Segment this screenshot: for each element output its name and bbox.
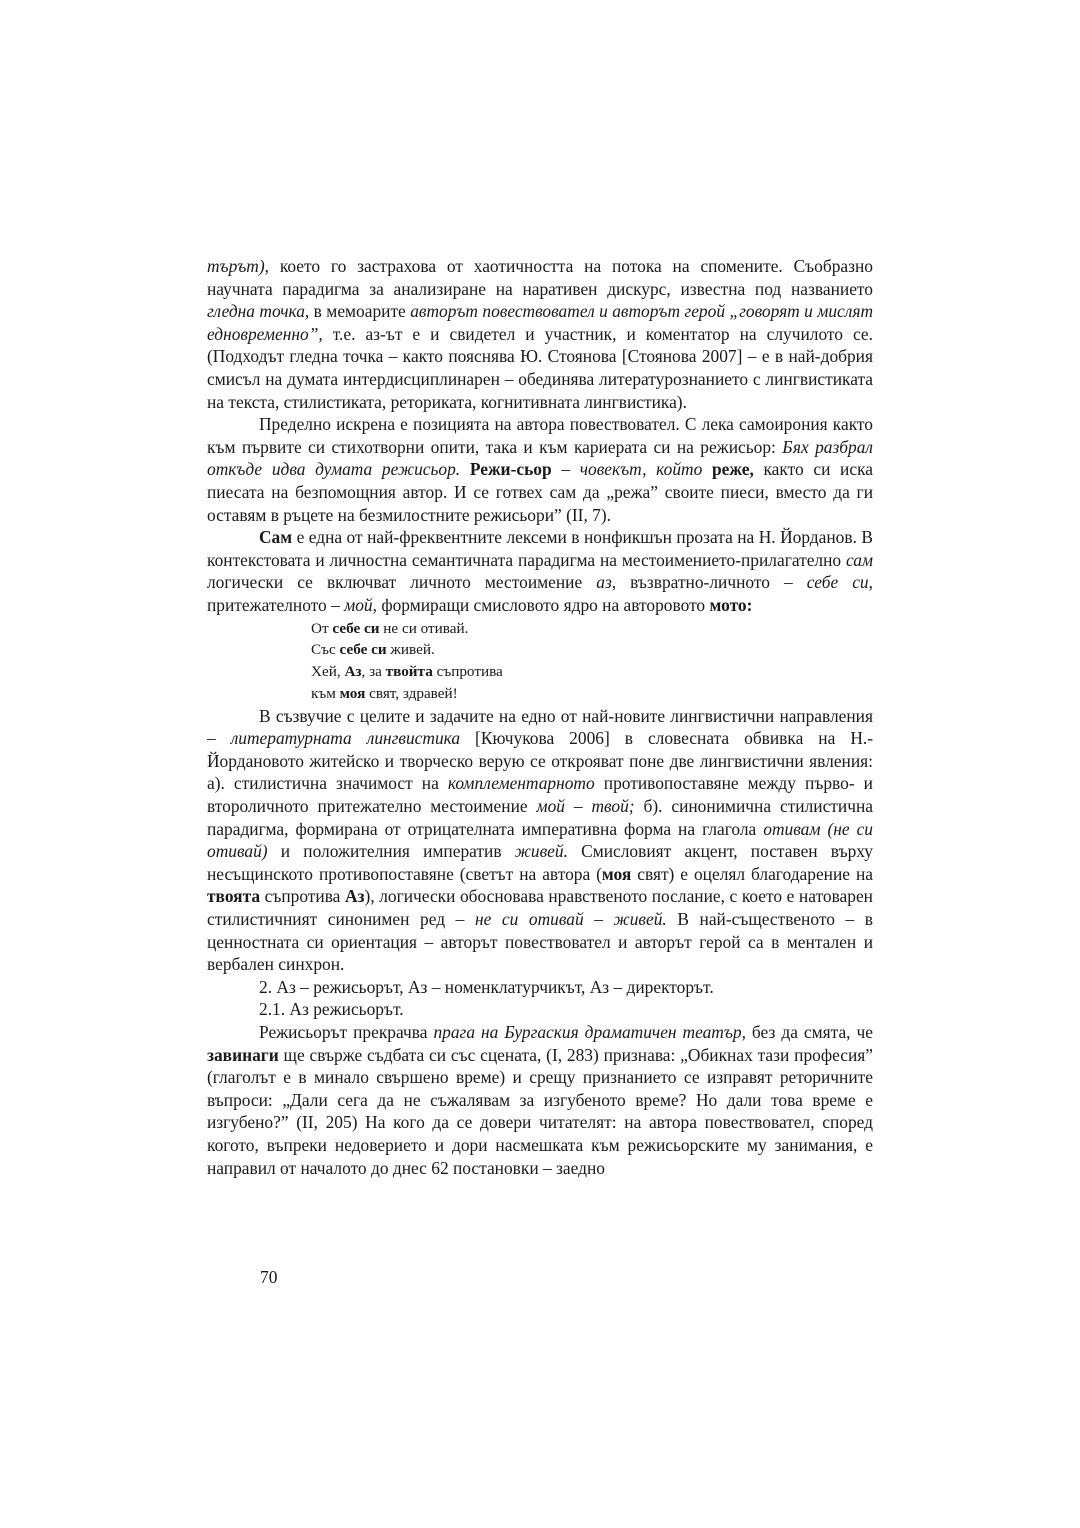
text-span: гледна точка, — [207, 301, 310, 322]
poem-line: Хей, Аз, за твойта съпротива — [311, 663, 503, 681]
body-text — [207, 255, 873, 1179]
text-span: възвратно-личното – — [616, 572, 807, 593]
poem-line: От себе си не си отивай. — [311, 619, 469, 637]
text-span: В най-същественото – в ценностната си ориентация – авторът повествовател и авторът герой са в ментален и вербален синхрон. — [207, 909, 873, 975]
text-span: Смисловият акцент, поставен върху несъщинското противопоставяне (светът на автора ( — [207, 841, 873, 884]
text-span: комплементарното — [447, 773, 595, 794]
text-span: , притежателното – — [207, 572, 873, 615]
text-span: логически се включват личното местоимение — [207, 572, 597, 593]
text-span: формиращи смисловото ядро на авторовото — [376, 594, 710, 615]
text-span: себе си — [806, 572, 869, 593]
text-span: авторът повествовател и авторът герой „говорят и мислят едновременно”, — [207, 301, 874, 344]
text-span: , което го застрахова от хаотичността на потока на спомените. Съобразно научната парадигма за анализиране на наративен дискурс, известна под названието — [207, 256, 873, 299]
text-span: не си отивай – живей. — [474, 909, 667, 930]
text-span: както си иска пиесата на безпомощния автор. И се готвех сам да „режа” своите пиеси, вместо да ги оставям в ръцете на безмилостните режисьори” (II, 7). — [207, 459, 873, 525]
paragraph-continuation — [207, 255, 873, 413]
text-span: свят) е оцелял благодарение на — [631, 863, 873, 884]
text-span: Пределно искрена е позицията на автора повествовател. С лека самоирония както към първите си стихотворни опити, така и към кариерата си на режисьор: — [207, 414, 873, 457]
text-span: б). синонимична стилистична парадигма, формирана от отрицателната императивна форма на глагола — [207, 796, 873, 839]
poem-line: към моя свят, здравей! — [311, 684, 458, 702]
section-heading: 2. Аз – режисьорът, Аз – номенклатурчикът, Аз – директорът. — [259, 976, 714, 997]
motto-poem — [311, 618, 873, 705]
text-span: ще свърже съдбата си със сцената, (I, 283) признава: „Обикнах тази професия” (глаголът е в минало свършено време) и срещу признанието се изправят реторичните въпроси: „Дали сега да не съжалявам за изгубеното време? Но дали това време е изгубено?” (II, 205) На кого да се довери читателят: на автора повествовател, според когото, въпреки недоверието и дори насмешката към режисьорските му занимания, е направил от началото до днес 62 постановки – заедно — [207, 1044, 873, 1178]
text-span: и положителния императив — [267, 841, 515, 862]
text-span: Режи-сьор — [469, 459, 552, 480]
text-span: твоята — [207, 886, 261, 907]
text-span: човекът, който — [579, 459, 703, 480]
paragraph-director — [207, 1021, 873, 1179]
text-span: съпротива — [260, 886, 345, 907]
text-span: [Кючукова 2006] в словесната обвивка на Н.-Йордановото житейско и творческо верую се открояват поне две лингвистични явления: а). стилистична значимост на — [207, 728, 874, 794]
text-span: ), логически обосновава нравственото послание, с което е натоварен стилистичният синонимен ред – — [207, 886, 873, 930]
page-number: 70 — [260, 1267, 278, 1287]
poem-line: Със себе си живей. — [311, 641, 435, 659]
subsection-heading: 2.1. Аз режисьорът. — [259, 999, 404, 1020]
text-span — [460, 459, 470, 479]
text-span: живей. — [514, 841, 568, 862]
text-span: мото: — [709, 594, 753, 615]
text-span: моя — [601, 863, 632, 884]
text-span: Бях разбрал откъде идва думата режисьор. — [207, 436, 874, 480]
text-span: без да смята, че — [745, 1022, 873, 1042]
text-span: литературната лингвистика — [230, 728, 461, 749]
paragraph-sam-lexeme — [207, 526, 873, 616]
text-span: реже, — [711, 459, 754, 480]
text-span: завинаги — [207, 1044, 279, 1065]
text-span: е една от най-фреквентните лексеми в нонфикшън прозата на Н. Йорданов. В контекстовата и личностна семантичната парадигма на местоимението-прилагателно — [207, 527, 873, 570]
text-span: мой, — [344, 594, 377, 615]
text-span — [702, 459, 712, 479]
text-span: сам — [845, 549, 873, 570]
text-span: прага на Бургаския драматичен театър, — [433, 1022, 746, 1042]
text-span: – — [551, 459, 580, 480]
text-span: аз, — [596, 572, 617, 593]
text-span: Режисьорът прекрачва — [259, 1022, 434, 1042]
text-span: т.е. аз-ът е и свидетел и участник, и коментатор на случилото се. (Подходът гледна точка – както пояснява Ю. Стоянова [Стоянова 2007] – е в най-добрия смисъл на думата интердисциплинарен – обединява литературознанието с лингвистиката на текста, стилистиката, реториката, когнитивната лингвистика). — [207, 323, 873, 412]
paragraph-author-position — [207, 413, 873, 526]
text-span: търът) — [207, 256, 265, 276]
text-span: В съзвучие с целите и задачите на едно от най-новите лингвистични направления – — [207, 705, 873, 749]
text-span: отивам (не си отивай) — [207, 818, 873, 862]
text-span: Аз — [344, 886, 365, 907]
text-span: в мемоарите — [309, 301, 411, 322]
text-span: Сам — [259, 527, 293, 548]
text-span: противопоставяне между първо- и второличното притежателно местоимение — [207, 773, 873, 817]
paragraph-literary-linguistics — [207, 705, 873, 976]
text-span: мой – твой; — [536, 796, 635, 817]
